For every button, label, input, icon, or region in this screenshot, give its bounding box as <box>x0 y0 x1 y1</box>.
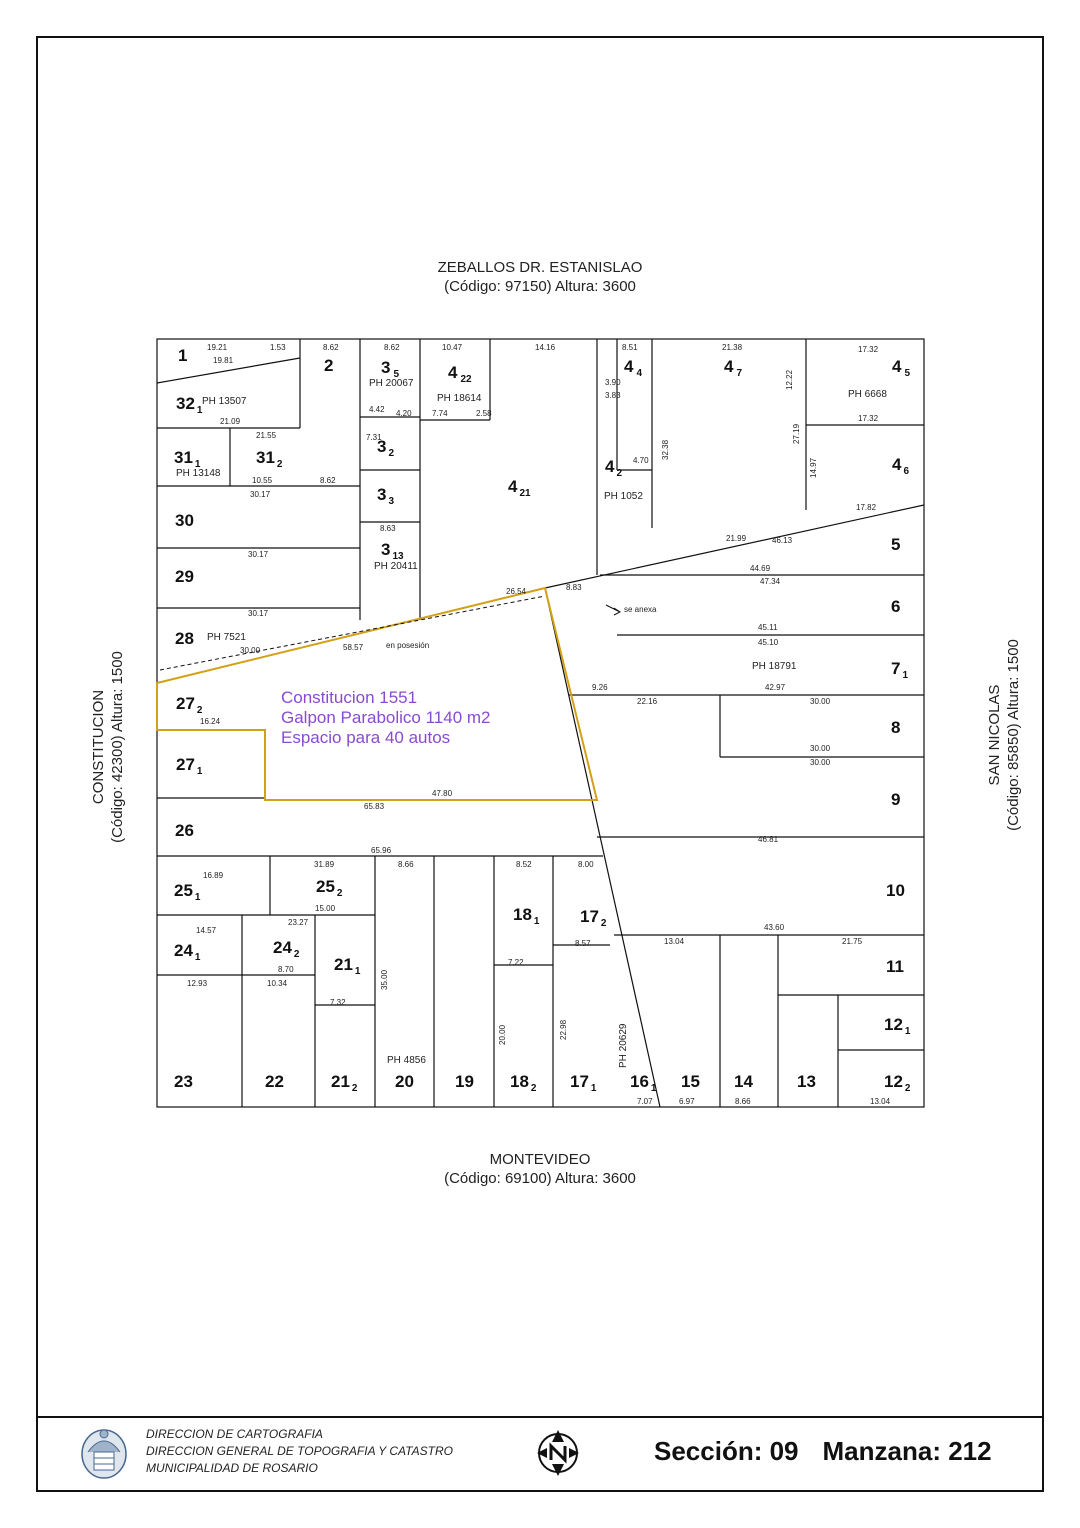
lot-sublabel: 1 <box>194 892 201 903</box>
dimension-label: 8.70 <box>278 965 294 974</box>
lot-label: 16 <box>630 1072 649 1091</box>
svg-text:321 <box>176 394 203 416</box>
lot-label: 17 <box>580 907 599 926</box>
north-arrow-icon <box>533 1428 583 1478</box>
dimension-label: 14.97 <box>809 457 818 478</box>
lot-label: 27 <box>176 694 195 713</box>
lot-label: 26 <box>175 821 194 840</box>
street-south-code: (Código: 69100) Altura: 3600 <box>444 1170 636 1187</box>
svg-text:30 <box>175 511 194 530</box>
lot-sublabel: 1 <box>902 670 909 681</box>
lot-label: 4 <box>724 357 734 376</box>
svg-text:10 <box>886 881 905 900</box>
dimension-label: 44.69 <box>750 564 771 573</box>
svg-text:35 <box>381 358 399 380</box>
lot-label: 4 <box>892 455 902 474</box>
annotation-label: en posesión <box>386 641 430 650</box>
lot-label: 3 <box>381 540 391 559</box>
dimension-label: 13.04 <box>870 1097 891 1106</box>
dimension-label: 7.74 <box>432 409 448 418</box>
svg-text:8 <box>891 718 900 737</box>
dimension-label: 15.00 <box>315 904 336 913</box>
lot-label: 15 <box>681 1072 700 1091</box>
lot-label: 4 <box>448 363 458 382</box>
ph-label: PH 4856 <box>387 1055 426 1066</box>
lot-label: 12 <box>884 1072 903 1091</box>
dimension-label: 22.16 <box>637 697 658 706</box>
dimension-label: 21.09 <box>220 417 241 426</box>
lot-label: 31 <box>174 448 193 467</box>
dimension-label: 8.52 <box>516 860 532 869</box>
lot-sublabel: 2 <box>336 888 343 899</box>
svg-text:13 <box>797 1072 816 1091</box>
dimension-label: 43.60 <box>764 923 785 932</box>
annex-arrow-icon <box>606 605 620 615</box>
lot-sublabel: 5 <box>393 369 400 380</box>
dimension-label: 30.00 <box>810 744 831 753</box>
block-number: Manzana: 212 <box>822 1436 992 1466</box>
dimension-label: 31.89 <box>314 860 335 869</box>
dimension-label: 16.89 <box>203 871 224 880</box>
lot-label: 10 <box>886 881 905 900</box>
dimension-label: 17.82 <box>856 503 877 512</box>
lot-label: 18 <box>510 1072 529 1091</box>
dimension-label: 30.00 <box>810 758 831 767</box>
svg-text:42 <box>605 457 622 479</box>
lot-label: 32 <box>176 394 195 413</box>
svg-text:241 <box>174 941 201 963</box>
dimension-label: 26.54 <box>506 587 527 596</box>
lot-sublabel: 1 <box>590 1083 597 1094</box>
svg-text:15 <box>681 1072 700 1091</box>
svg-text:171 <box>570 1072 597 1094</box>
dimension-label: 30.00 <box>240 646 261 655</box>
dimension-label: 8.51 <box>622 343 638 352</box>
annotation-label: se anexa <box>624 605 657 614</box>
dimension-label: 9.26 <box>592 683 608 692</box>
street-north-code: (Código: 97150) Altura: 3600 <box>444 278 636 295</box>
dimension-label: 10.55 <box>252 476 273 485</box>
lot-sublabel: 2 <box>616 468 623 479</box>
lot-sublabel: 2 <box>196 705 203 716</box>
svg-text:26 <box>175 821 194 840</box>
lot-sublabel: 1 <box>354 966 361 977</box>
svg-text:22 <box>265 1072 284 1091</box>
dimension-label: 65.96 <box>371 846 392 855</box>
lot-label: 3 <box>381 358 391 377</box>
svg-text:23 <box>174 1072 193 1091</box>
ph-label: PH 6668 <box>848 389 887 400</box>
lot-label: 9 <box>891 790 901 809</box>
dimension-label: 14.57 <box>196 926 217 935</box>
dimension-label: 19.81 <box>213 356 234 365</box>
svg-text:44 <box>624 357 642 379</box>
dimension-label: 17.32 <box>858 414 879 423</box>
lot-label: 11 <box>886 957 904 976</box>
dimension-label: 27.19 <box>792 423 801 444</box>
lot-sublabel: 1 <box>533 916 540 927</box>
svg-text:212 <box>331 1072 358 1094</box>
svg-text:182 <box>510 1072 537 1094</box>
lot-label: 17 <box>570 1072 589 1091</box>
svg-text:172 <box>580 907 607 929</box>
dimension-label: 8.63 <box>380 524 396 533</box>
ph-label: PH 1052 <box>604 491 643 502</box>
svg-text:11 <box>886 957 904 976</box>
lot-label: 4 <box>624 357 634 376</box>
dimension-label: 8.62 <box>384 343 400 352</box>
dimension-label: 30.17 <box>248 609 269 618</box>
dimension-label: 12.22 <box>785 369 794 390</box>
ph-label: PH 20629 <box>618 1023 629 1068</box>
lot-label: 18 <box>513 905 532 924</box>
ph-label: PH 20067 <box>369 378 414 389</box>
lot-label: 8 <box>891 718 901 737</box>
dimension-label: 23.27 <box>288 918 309 927</box>
svg-text:45 <box>892 357 910 379</box>
lot-sublabel: 2 <box>293 949 300 960</box>
svg-text:122 <box>884 1072 911 1094</box>
dimension-label: 21.38 <box>722 343 743 352</box>
dimension-label: 13.04 <box>664 937 685 946</box>
svg-text:312 <box>256 448 283 470</box>
ph-label: PH 13507 <box>202 396 247 407</box>
svg-text:1 <box>178 346 187 365</box>
street-east-code: (Código: 85850) Altura: 1500 <box>1005 639 1022 831</box>
property-address: Constitucion 1551 <box>281 688 418 707</box>
svg-text:5 <box>891 535 900 554</box>
ph-label: PH 13148 <box>176 468 221 479</box>
svg-text:272 <box>176 694 203 716</box>
svg-text:421 <box>508 477 531 499</box>
street-west-name: CONSTITUCION <box>90 689 107 805</box>
svg-text:20 <box>395 1072 414 1091</box>
svg-text:9 <box>891 790 900 809</box>
lot-sublabel: 1 <box>196 766 203 777</box>
lot-sublabel: 1 <box>904 1026 911 1037</box>
property-description: Galpon Parabolico 1140 m2 <box>281 708 491 727</box>
svg-text:252 <box>316 877 343 899</box>
svg-text:251 <box>174 881 201 903</box>
lot-sublabel: 2 <box>530 1083 537 1094</box>
svg-text:313 <box>381 540 404 562</box>
dimension-label: 65.83 <box>364 802 385 811</box>
lot-sublabel: 2 <box>276 459 283 470</box>
footer-line-1: DIRECCION DE CARTOGRAFIA <box>146 1427 323 1441</box>
svg-text:28 <box>175 629 194 648</box>
lot-label: 21 <box>331 1072 350 1091</box>
dimension-label: 32.38 <box>661 439 670 460</box>
footer-line-3: MUNICIPALIDAD DE ROSARIO <box>146 1461 318 1475</box>
dimension-label: 8.62 <box>323 343 339 352</box>
section-number: Sección: 09 <box>654 1436 799 1466</box>
lot-label: 29 <box>175 567 194 586</box>
dimension-label: 7.31 <box>366 433 382 442</box>
dimension-label: 4.42 <box>369 405 385 414</box>
lot-sublabel: 4 <box>636 368 643 379</box>
lot-label: 31 <box>256 448 275 467</box>
lot-sublabel: 2 <box>904 1083 911 1094</box>
dimension-label: 46.81 <box>758 835 779 844</box>
lot-label: 2 <box>324 356 334 375</box>
lot-label: 3 <box>377 485 387 504</box>
dimension-label: 10.47 <box>442 343 463 352</box>
svg-text:242 <box>273 938 300 960</box>
lot-label: 6 <box>891 597 901 616</box>
lot-sublabel: 13 <box>392 551 404 562</box>
footer-institution <box>146 1426 453 1477</box>
lot-label: 1 <box>178 346 188 365</box>
lot-sublabel: 1 <box>194 459 201 470</box>
footer-line-2: DIRECCION GENERAL DE TOPOGRAFIA Y CATASTRO <box>146 1444 453 1458</box>
svg-text:2 <box>324 356 333 375</box>
lot-label: 4 <box>508 477 518 496</box>
lot-sublabel: 22 <box>460 374 472 385</box>
dimension-label: 21.99 <box>726 534 747 543</box>
lot-label: 24 <box>273 938 292 957</box>
lot-sublabel: 3 <box>388 496 395 507</box>
lot-sublabel: 21 <box>519 488 531 499</box>
lot-label: 30 <box>175 511 194 530</box>
dimension-label: 17.32 <box>858 345 879 354</box>
section-block-id <box>654 1436 1016 1467</box>
dimension-label: 35.00 <box>380 969 389 990</box>
svg-text:47 <box>724 357 742 379</box>
dimension-label: 7.07 <box>637 1097 653 1106</box>
lot-label: 23 <box>174 1072 193 1091</box>
dimension-label: 30.17 <box>248 550 269 559</box>
dimension-label: 16.24 <box>200 717 221 726</box>
svg-text:19 <box>455 1072 474 1091</box>
dimension-label: 7.22 <box>508 958 524 967</box>
lot-label: 4 <box>892 357 902 376</box>
lot-label: 24 <box>174 941 193 960</box>
dimension-label: 22.98 <box>559 1019 568 1040</box>
dimension-label: 8.83 <box>566 583 582 592</box>
svg-text:71 <box>891 659 908 681</box>
dimension-label: 47.34 <box>760 577 781 586</box>
dimension-label: 47.80 <box>432 789 453 798</box>
svg-text:211 <box>334 955 361 977</box>
street-east-name: SAN NICOLAS <box>986 684 1003 786</box>
dimension-label: 7.32 <box>330 998 346 1007</box>
svg-text:181 <box>513 905 540 927</box>
dimension-label: 8.66 <box>735 1097 751 1106</box>
lot-sublabel: 6 <box>903 466 910 477</box>
dimension-label: 46.13 <box>772 536 793 545</box>
lot-sublabel: 1 <box>194 952 201 963</box>
dimension-label: 30.00 <box>810 697 831 706</box>
ph-label: PH 18614 <box>437 393 482 404</box>
lot-label: 21 <box>334 955 353 974</box>
municipal-seal-icon <box>78 1424 130 1480</box>
property-highlight-note <box>281 688 581 748</box>
dimension-label: 3.83 <box>605 391 621 400</box>
svg-text:311 <box>174 448 201 470</box>
lot-sublabel: 1 <box>196 405 203 416</box>
svg-text:6 <box>891 597 900 616</box>
dimension-label: 1.53 <box>270 343 286 352</box>
lot-label: 14 <box>734 1072 753 1091</box>
svg-text:14 <box>734 1072 753 1091</box>
dimension-label: 4.70 <box>633 456 649 465</box>
ph-label: PH 7521 <box>207 632 246 643</box>
lot-label: 19 <box>455 1072 474 1091</box>
dimension-label: 58.57 <box>343 643 364 652</box>
street-south-name: MONTEVIDEO <box>489 1151 591 1168</box>
lot-sublabel: 1 <box>650 1083 657 1094</box>
dimension-label: 2.58 <box>476 409 492 418</box>
svg-text:422 <box>448 363 472 385</box>
street-west-code: (Código: 42300) Altura: 1500 <box>109 651 126 843</box>
lot-label: 25 <box>174 881 193 900</box>
dimension-label: 42.97 <box>765 683 786 692</box>
dimension-label: 8.66 <box>398 860 414 869</box>
dimension-label: 45.10 <box>758 638 779 647</box>
lot-label: 12 <box>884 1015 903 1034</box>
street-north-name: ZEBALLOS DR. ESTANISLAO <box>437 259 643 276</box>
svg-text:271 <box>176 755 203 777</box>
svg-text:121 <box>884 1015 911 1037</box>
svg-text:33 <box>377 485 394 507</box>
dimension-label: 21.55 <box>256 431 277 440</box>
lot-label: 22 <box>265 1072 284 1091</box>
dimension-label: 8.62 <box>320 476 336 485</box>
dimension-label: 3.90 <box>605 378 621 387</box>
lot-label: 3 <box>377 437 387 456</box>
dimension-label: 4.20 <box>396 409 412 418</box>
dimension-label: 30.17 <box>250 490 271 499</box>
lot-sublabel: 2 <box>388 448 395 459</box>
lot-label: 20 <box>395 1072 414 1091</box>
lot-label: 4 <box>605 457 615 476</box>
dimension-label: 45.11 <box>758 623 778 632</box>
lot-label: 25 <box>316 877 335 896</box>
lot-sublabel: 2 <box>600 918 607 929</box>
dimension-label: 6.97 <box>679 1097 695 1106</box>
lot-sublabel: 7 <box>736 368 743 379</box>
svg-text:29 <box>175 567 194 586</box>
lot-label: 27 <box>176 755 195 774</box>
dimension-label: 20.00 <box>498 1024 507 1045</box>
lot-label: 5 <box>891 535 901 554</box>
ph-label: PH 18791 <box>752 661 797 672</box>
lot-label: 7 <box>891 659 901 678</box>
dimension-label: 19.21 <box>207 343 228 352</box>
dimension-label: 21.75 <box>842 937 863 946</box>
dimension-label: 8.57 <box>575 939 591 948</box>
dimension-label: 8.00 <box>578 860 594 869</box>
svg-text:46 <box>892 455 909 477</box>
lot-sublabel: 2 <box>351 1083 358 1094</box>
lot-sublabel: 5 <box>904 368 911 379</box>
lot-label: 28 <box>175 629 194 648</box>
lot-label: 13 <box>797 1072 816 1091</box>
dimension-label: 10.34 <box>267 979 288 988</box>
dimension-label: 12.93 <box>187 979 208 988</box>
dimension-label: 14.16 <box>535 343 556 352</box>
property-parking: Espacio para 40 autos <box>281 728 451 747</box>
ph-label: PH 20411 <box>374 561 418 572</box>
